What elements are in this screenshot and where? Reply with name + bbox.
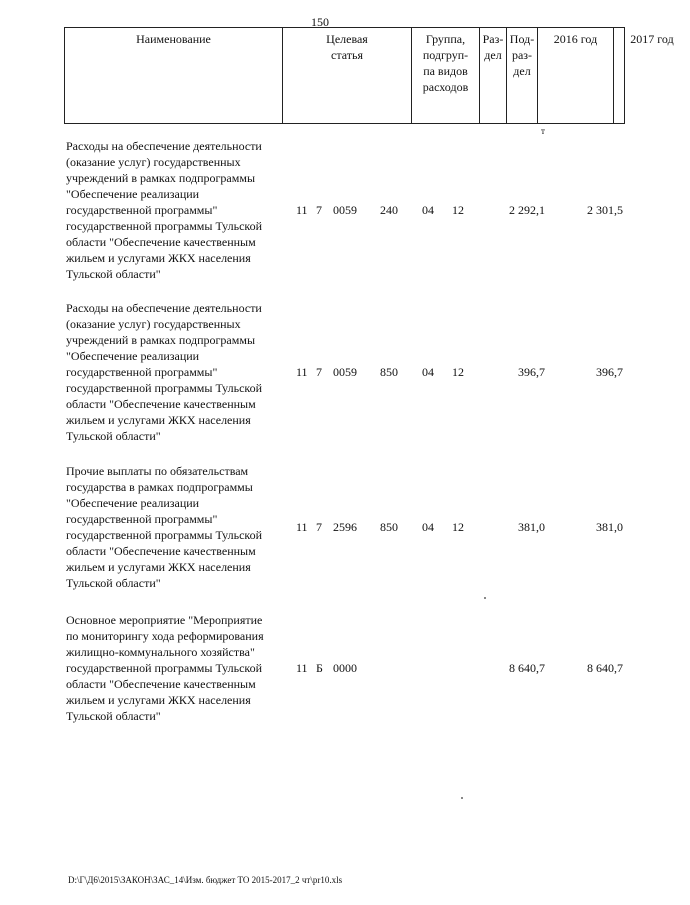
podrazdel-code: 12	[452, 203, 464, 217]
target-code-3: 2596	[333, 520, 357, 534]
target-code-1: 11	[296, 661, 308, 675]
target-code-1: 11	[296, 365, 308, 379]
header-target-line: статья	[331, 48, 363, 62]
value-2016: 8 640,7	[509, 661, 545, 675]
target-code-2: 7	[316, 520, 322, 534]
value-2016: 381,0	[518, 520, 545, 534]
header-2017	[614, 28, 690, 123]
desc-line: Тульской области"	[66, 429, 161, 443]
desc-line: государственной программы"	[66, 512, 218, 526]
desc-line: учреждений в рамках подпрограммы	[66, 333, 256, 347]
scan-speck	[484, 597, 486, 599]
page-number: 150	[311, 15, 329, 29]
desc-line: Расходы на обеспечение деятельности	[66, 301, 262, 315]
value-2017: 2 301,5	[587, 203, 623, 217]
target-code-3: 0059	[333, 365, 357, 379]
razdel-code: 04	[422, 520, 434, 534]
target-code-3: 0059	[333, 203, 357, 217]
header-podrazdel-line: Под-	[509, 32, 535, 46]
target-code-2: 7	[316, 203, 322, 217]
desc-line: жильем и услугами ЖКХ населения	[66, 251, 251, 265]
row-description	[66, 138, 284, 282]
desc-line: (оказание услуг) государственных	[66, 317, 241, 331]
desc-line: Тульской области"	[66, 267, 161, 281]
header-group	[412, 28, 480, 123]
desc-line: "Обеспечение реализации	[66, 349, 200, 363]
header-group-line: подгруп-	[422, 48, 469, 62]
header-target-line: Целевая	[326, 32, 368, 46]
header-group-line: Группа,	[425, 32, 466, 46]
target-code-3: 0000	[333, 661, 357, 675]
podrazdel-code: 12	[452, 520, 464, 534]
desc-line: Расходы на обеспечение деятельности	[66, 139, 262, 153]
desc-line: области "Обеспечение качественным	[66, 677, 256, 691]
header-razdel	[480, 28, 507, 123]
desc-line: области "Обеспечение качественным	[66, 397, 256, 411]
row-description	[66, 612, 284, 724]
header-group-line: па видов	[423, 64, 468, 78]
header-razdel-line: Раз-	[482, 32, 504, 46]
header-name	[65, 28, 283, 123]
desc-line: жильем и услугами ЖКХ населения	[66, 693, 251, 707]
value-2017: 396,7	[596, 365, 623, 379]
desc-line: государства в рамках подпрограммы	[66, 480, 253, 494]
row-description	[66, 300, 284, 444]
file-path-footer: D:\Г\Д6\2015\ЗАКОН\ЗАС_14\Изм. бюджет ТО 2015-2017_2 чт\pr10.xls	[68, 875, 343, 885]
target-code-2: Б	[316, 661, 323, 675]
desc-line: области "Обеспечение качественным	[66, 544, 256, 558]
target-code-1: 11	[296, 520, 308, 534]
desc-line: Прочие выплаты по обязательствам	[66, 464, 249, 478]
desc-line: государственной программы Тульской	[66, 528, 263, 542]
header-group-line: расходов	[422, 80, 469, 94]
desc-line: жилищно-коммунального хозяйства"	[66, 645, 255, 659]
value-2017: 381,0	[596, 520, 623, 534]
value-2016: 2 292,1	[509, 203, 545, 217]
desc-line: по мониторингу хода реформирования	[66, 629, 264, 643]
group-code: 850	[380, 365, 398, 379]
desc-line: государственной программы"	[66, 365, 218, 379]
razdel-code: 04	[422, 203, 434, 217]
header-2016	[538, 28, 614, 123]
desc-line: (оказание услуг) государственных	[66, 155, 241, 169]
group-code: 850	[380, 520, 398, 534]
desc-line: учреждений в рамках подпрограммы	[66, 171, 256, 185]
header-2016-text: 2016 год	[553, 32, 598, 46]
header-2017-text: 2017 год	[630, 32, 674, 46]
row-description	[66, 463, 284, 591]
desc-line: жильем и услугами ЖКХ населения	[66, 413, 251, 427]
target-code-1: 11	[296, 203, 308, 217]
value-2017: 8 640,7	[587, 661, 623, 675]
header-podrazdel-line: раз-	[511, 48, 533, 62]
table-header	[64, 27, 674, 124]
group-code: 240	[380, 203, 398, 217]
value-2016: 396,7	[518, 365, 545, 379]
desc-line: государственной программы"	[66, 203, 218, 217]
header-target	[283, 28, 412, 123]
desc-line: государственной программы Тульской	[66, 219, 263, 233]
header-podrazdel-line: дел	[513, 64, 531, 78]
desc-line: Тульской области"	[66, 709, 161, 723]
scan-speck	[461, 797, 463, 799]
desc-line: "Обеспечение реализации	[66, 187, 200, 201]
desc-line: государственной программы Тульской	[66, 661, 263, 675]
desc-line: жильем и услугами ЖКХ населения	[66, 560, 251, 574]
desc-line: Основное мероприятие "Мероприятие	[66, 613, 263, 627]
header-name-text: Наименование	[136, 32, 211, 46]
desc-line: области "Обеспечение качественным	[66, 235, 256, 249]
target-code-2: 7	[316, 365, 322, 379]
header-podrazdel	[507, 28, 538, 123]
desc-line: государственной программы Тульской	[66, 381, 263, 395]
razdel-code: 04	[422, 365, 434, 379]
podrazdel-code: 12	[452, 365, 464, 379]
desc-line: "Обеспечение реализации	[66, 496, 200, 510]
header-razdel-line: дел	[484, 48, 502, 62]
tick-mark: т	[541, 126, 545, 136]
desc-line: Тульской области"	[66, 576, 161, 590]
